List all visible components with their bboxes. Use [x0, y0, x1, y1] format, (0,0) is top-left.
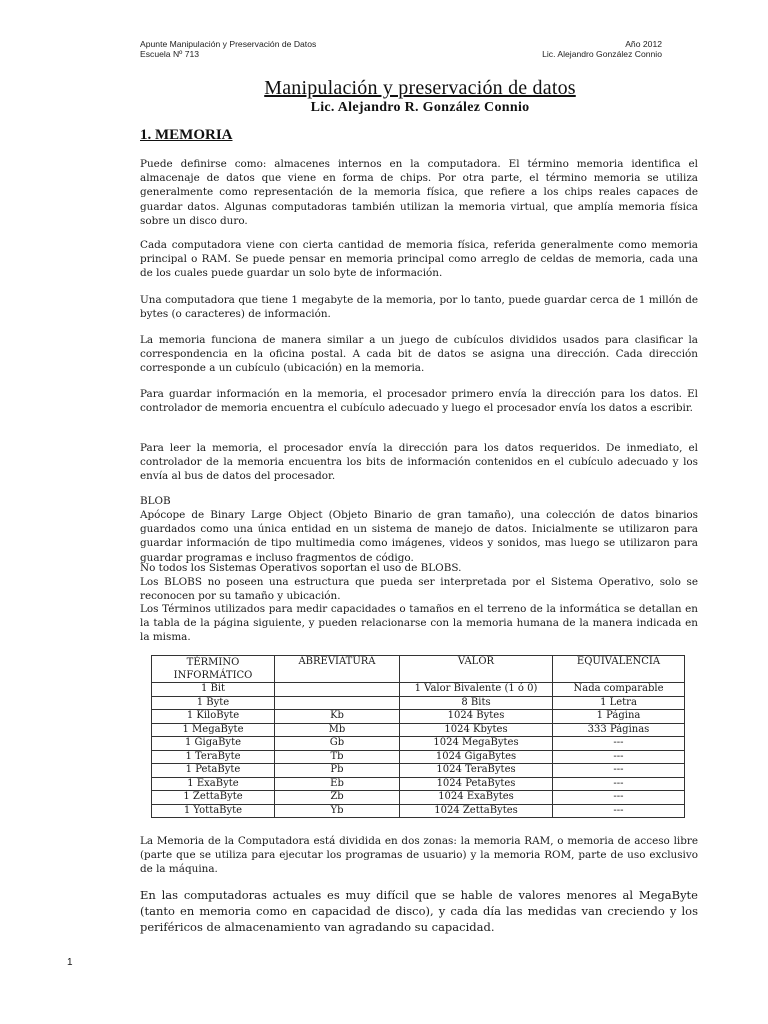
- paragraph: Apócope de Binary Large Object (Objeto Binario de gran tamaño), una colección de datos binarios guardados como una única entidad en un sistema de manejo de datos. Inicialmente se utilizaron para guardar información de tipo multimedia como imágenes, videos y sonidos, mas luego se utilizaron para guardar programas e incluso fragmentos de código.: [140, 509, 698, 564]
- cell-value: 1024 TeraBytes: [400, 764, 553, 778]
- cell-term: 1 MegaByte: [152, 723, 275, 737]
- cell-term: 1 Byte: [152, 696, 275, 710]
- cell-equivalence: Nada comparable: [553, 683, 685, 697]
- cell-abbreviation: Kb: [275, 710, 400, 724]
- cell-equivalence: 1 Letra: [553, 696, 685, 710]
- cell-equivalence: ---: [553, 804, 685, 818]
- table-header-row: [152, 656, 685, 683]
- paragraph: En las computadoras actuales es muy difícil que se hable de valores menores al MegaByte (tanto en memoria como en capacidad de disco), y cada día las medidas van creciendo y los periféricos de almacenamiento van agradando su capacidad.: [140, 888, 698, 934]
- paragraph: La Memoria de la Computadora está dividida en dos zonas: la memoria RAM, o memoria de acceso libre (parte que se utiliza para ejecutar los programas de usuario) y la memoria ROM, parte de uso exclusivo de la máquina.: [140, 835, 698, 876]
- paragraph: Puede definirse como: almacenes internos en la computadora. El término memoria identifica el almacenaje de datos que viene en forma de chips. Por otra parte, el término memoria se utiliza generalmente como representación de la memoria física, que refiere a los chips reales capaces de guardar datos. Algunas computadoras también utilizan la memoria virtual, que amplía memoria física sobre un disco duro.: [140, 158, 698, 227]
- cell-abbreviation: Mb: [275, 723, 400, 737]
- cell-equivalence: ---: [553, 750, 685, 764]
- cell-term: 1 YottaByte: [152, 804, 275, 818]
- cell-equivalence: 333 Páginas: [553, 723, 685, 737]
- cell-value: 1 Valor Bivalente (1 ó 0): [400, 683, 553, 697]
- paragraph: Para guardar información en la memoria, el procesador primero envía la dirección para los datos. El controlador de memoria encuentra el cubículo adecuado y luego el procesador envía los datos a escribir.: [140, 388, 698, 415]
- cell-term: 1 ZettaByte: [152, 791, 275, 805]
- cell-term: 1 PetaByte: [152, 764, 275, 778]
- cell-term: 1 GigaByte: [152, 737, 275, 751]
- section-heading: 1. MEMORIA: [140, 127, 233, 143]
- cell-value: 1024 Kbytes: [400, 723, 553, 737]
- header-year: Año 2012: [625, 39, 662, 49]
- paragraph: Una computadora que tiene 1 megabyte de la memoria, por lo tanto, puede guardar cerca de 1 millón de bytes (o caracteres) de información.: [140, 294, 698, 321]
- column-header-term: TÉRMINO INFORMÁTICO: [152, 656, 275, 683]
- document-title: Manipulación y preservación de datos: [264, 77, 576, 99]
- table-row: [152, 737, 685, 751]
- cell-equivalence: ---: [553, 764, 685, 778]
- blob-heading: BLOB: [140, 495, 171, 507]
- paragraph: Cada computadora viene con cierta cantidad de memoria física, referida generalmente como memoria principal o RAM. Se puede pensar en memoria principal como arreglo de celdas de memoria, cada una de los cuales puede guardar un solo byte de información.: [140, 239, 698, 280]
- storage-units-table: [151, 655, 685, 818]
- table-row: [152, 723, 685, 737]
- cell-abbreviation: Gb: [275, 737, 400, 751]
- paragraph: Los BLOBS no poseen una estructura que pueda ser interpretada por el Sistema Operativo, solo se reconocen por su tamaño y ubicación.: [140, 576, 698, 603]
- cell-abbreviation: Pb: [275, 764, 400, 778]
- cell-abbreviation: Tb: [275, 750, 400, 764]
- cell-equivalence: ---: [553, 777, 685, 791]
- cell-value: 1024 PetaBytes: [400, 777, 553, 791]
- table-row: [152, 683, 685, 697]
- table-row: [152, 710, 685, 724]
- table-row: [152, 804, 685, 818]
- header-course-title: Apunte Manipulación y Preservación de Datos: [140, 39, 317, 49]
- cell-term: 1 Bit: [152, 683, 275, 697]
- paragraph: La memoria funciona de manera similar a un juego de cubículos divididos usados para clasificar la correspondencia en la oficina postal. A cada bit de datos se asigna una dirección. Cada dirección corresponde a un cubículo (ubicación) en la memoria.: [140, 334, 698, 375]
- table-row: [152, 750, 685, 764]
- table-body: [152, 683, 685, 818]
- cell-term: 1 ExaByte: [152, 777, 275, 791]
- cell-abbreviation: [275, 696, 400, 710]
- cell-equivalence: ---: [553, 791, 685, 805]
- column-header-value: VALOR: [400, 656, 553, 683]
- cell-abbreviation: [275, 683, 400, 697]
- column-header-abbreviation: ABREVIATURA: [275, 656, 400, 683]
- cell-value: 1024 ExaBytes: [400, 791, 553, 805]
- cell-abbreviation: Yb: [275, 804, 400, 818]
- cell-value: 1024 ZettaBytes: [400, 804, 553, 818]
- cell-term: 1 TeraByte: [152, 750, 275, 764]
- cell-equivalence: ---: [553, 737, 685, 751]
- cell-value: 8 Bits: [400, 696, 553, 710]
- cell-abbreviation: Eb: [275, 777, 400, 791]
- header-school: Escuela Nº 713: [140, 49, 200, 59]
- running-header-line2: [140, 49, 662, 60]
- paragraph: Los Términos utilizados para medir capacidades o tamaños en el terreno de la informática se detallan en la tabla de la página siguiente, y pueden relacionarse con la memoria humana de la manera indicada en la misma.: [140, 603, 698, 644]
- table-row: [152, 696, 685, 710]
- column-header-equivalence: EQUIVALENCIA: [553, 656, 685, 683]
- table-row: [152, 764, 685, 778]
- document-author: Lic. Alejandro R. González Connio: [310, 100, 530, 115]
- table-row: [152, 791, 685, 805]
- cell-value: 1024 MegaBytes: [400, 737, 553, 751]
- table-row: [152, 777, 685, 791]
- page-number: 1: [67, 957, 73, 968]
- cell-equivalence: 1 Página: [553, 710, 685, 724]
- cell-value: 1024 GigaBytes: [400, 750, 553, 764]
- paragraph: No todos los Sistemas Operativos soportan el uso de BLOBS.: [140, 562, 462, 574]
- header-author: Lic. Alejandro González Connio: [542, 49, 662, 59]
- cell-term: 1 KiloByte: [152, 710, 275, 724]
- paragraph: Para leer la memoria, el procesador envía la dirección para los datos requeridos. De inmediato, el controlador de la memoria encuentra los bits de información contenidos en el cubículo adecuado y los envía al bus de datos del procesador.: [140, 442, 698, 483]
- cell-abbreviation: Zb: [275, 791, 400, 805]
- cell-value: 1024 Bytes: [400, 710, 553, 724]
